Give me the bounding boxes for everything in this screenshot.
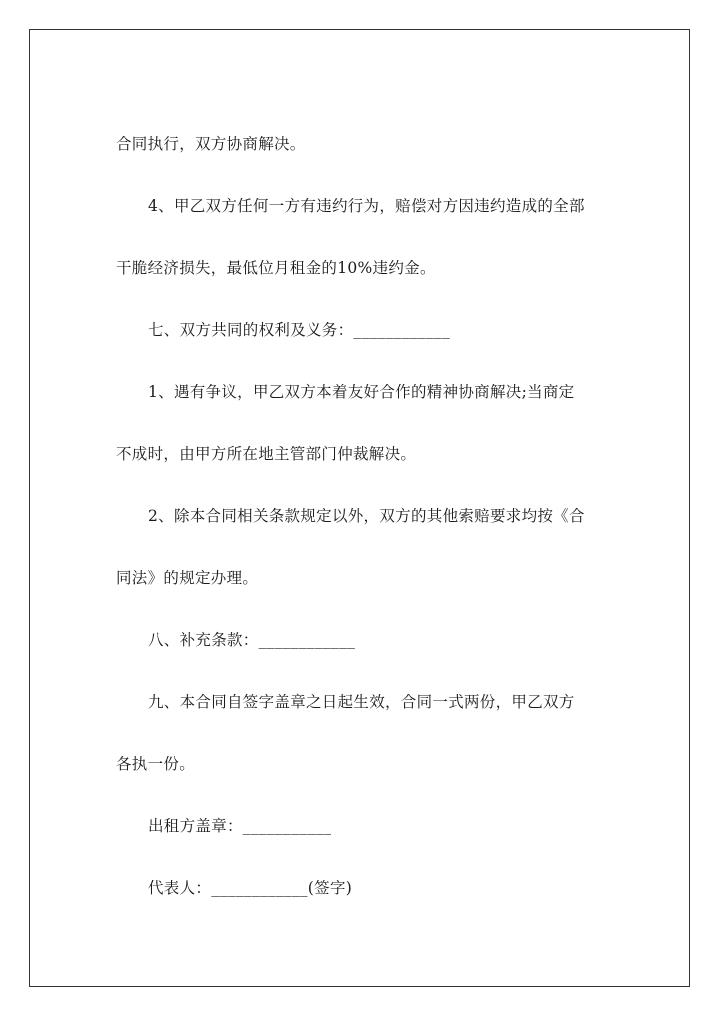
text-line-dispute-1-cont: 不成时，由甲方所在地主管部门仲裁解决。	[116, 445, 417, 463]
text-line-execution: 合同执行，双方协商解决。	[116, 135, 306, 153]
text-line-dispute-1: 1、遇有争议，甲乙双方本着友好合作的精神协商解决;当商定	[148, 383, 575, 401]
text-line-claims-2-cont: 同法》的规定办理。	[116, 569, 259, 587]
text-line-clause-4: 4、甲乙双方任何一方有违约行为，赔偿对方因违约造成的全部	[148, 197, 585, 215]
text-line-claims-2: 2、除本合同相关条款规定以外，双方的其他索赔要求均按《合	[148, 507, 585, 525]
signature-line-lessor-seal: 出租方盖章：___________	[148, 817, 332, 835]
page-border	[29, 29, 690, 987]
section-heading-rights-obligations: 七、双方共同的权利及义务：____________	[148, 321, 451, 339]
text-line-clause-4-cont: 干脆经济损失，最低位月租金的10%违约金。	[116, 259, 436, 277]
section-heading-effective: 九、本合同自签字盖章之日起生效，合同一式两份，甲乙双方	[148, 693, 575, 711]
section-heading-supplementary: 八、补充条款：____________	[148, 631, 356, 649]
text-line-effective-cont: 各执一份。	[116, 755, 196, 773]
signature-line-representative: 代表人：____________(签字)	[148, 879, 353, 897]
